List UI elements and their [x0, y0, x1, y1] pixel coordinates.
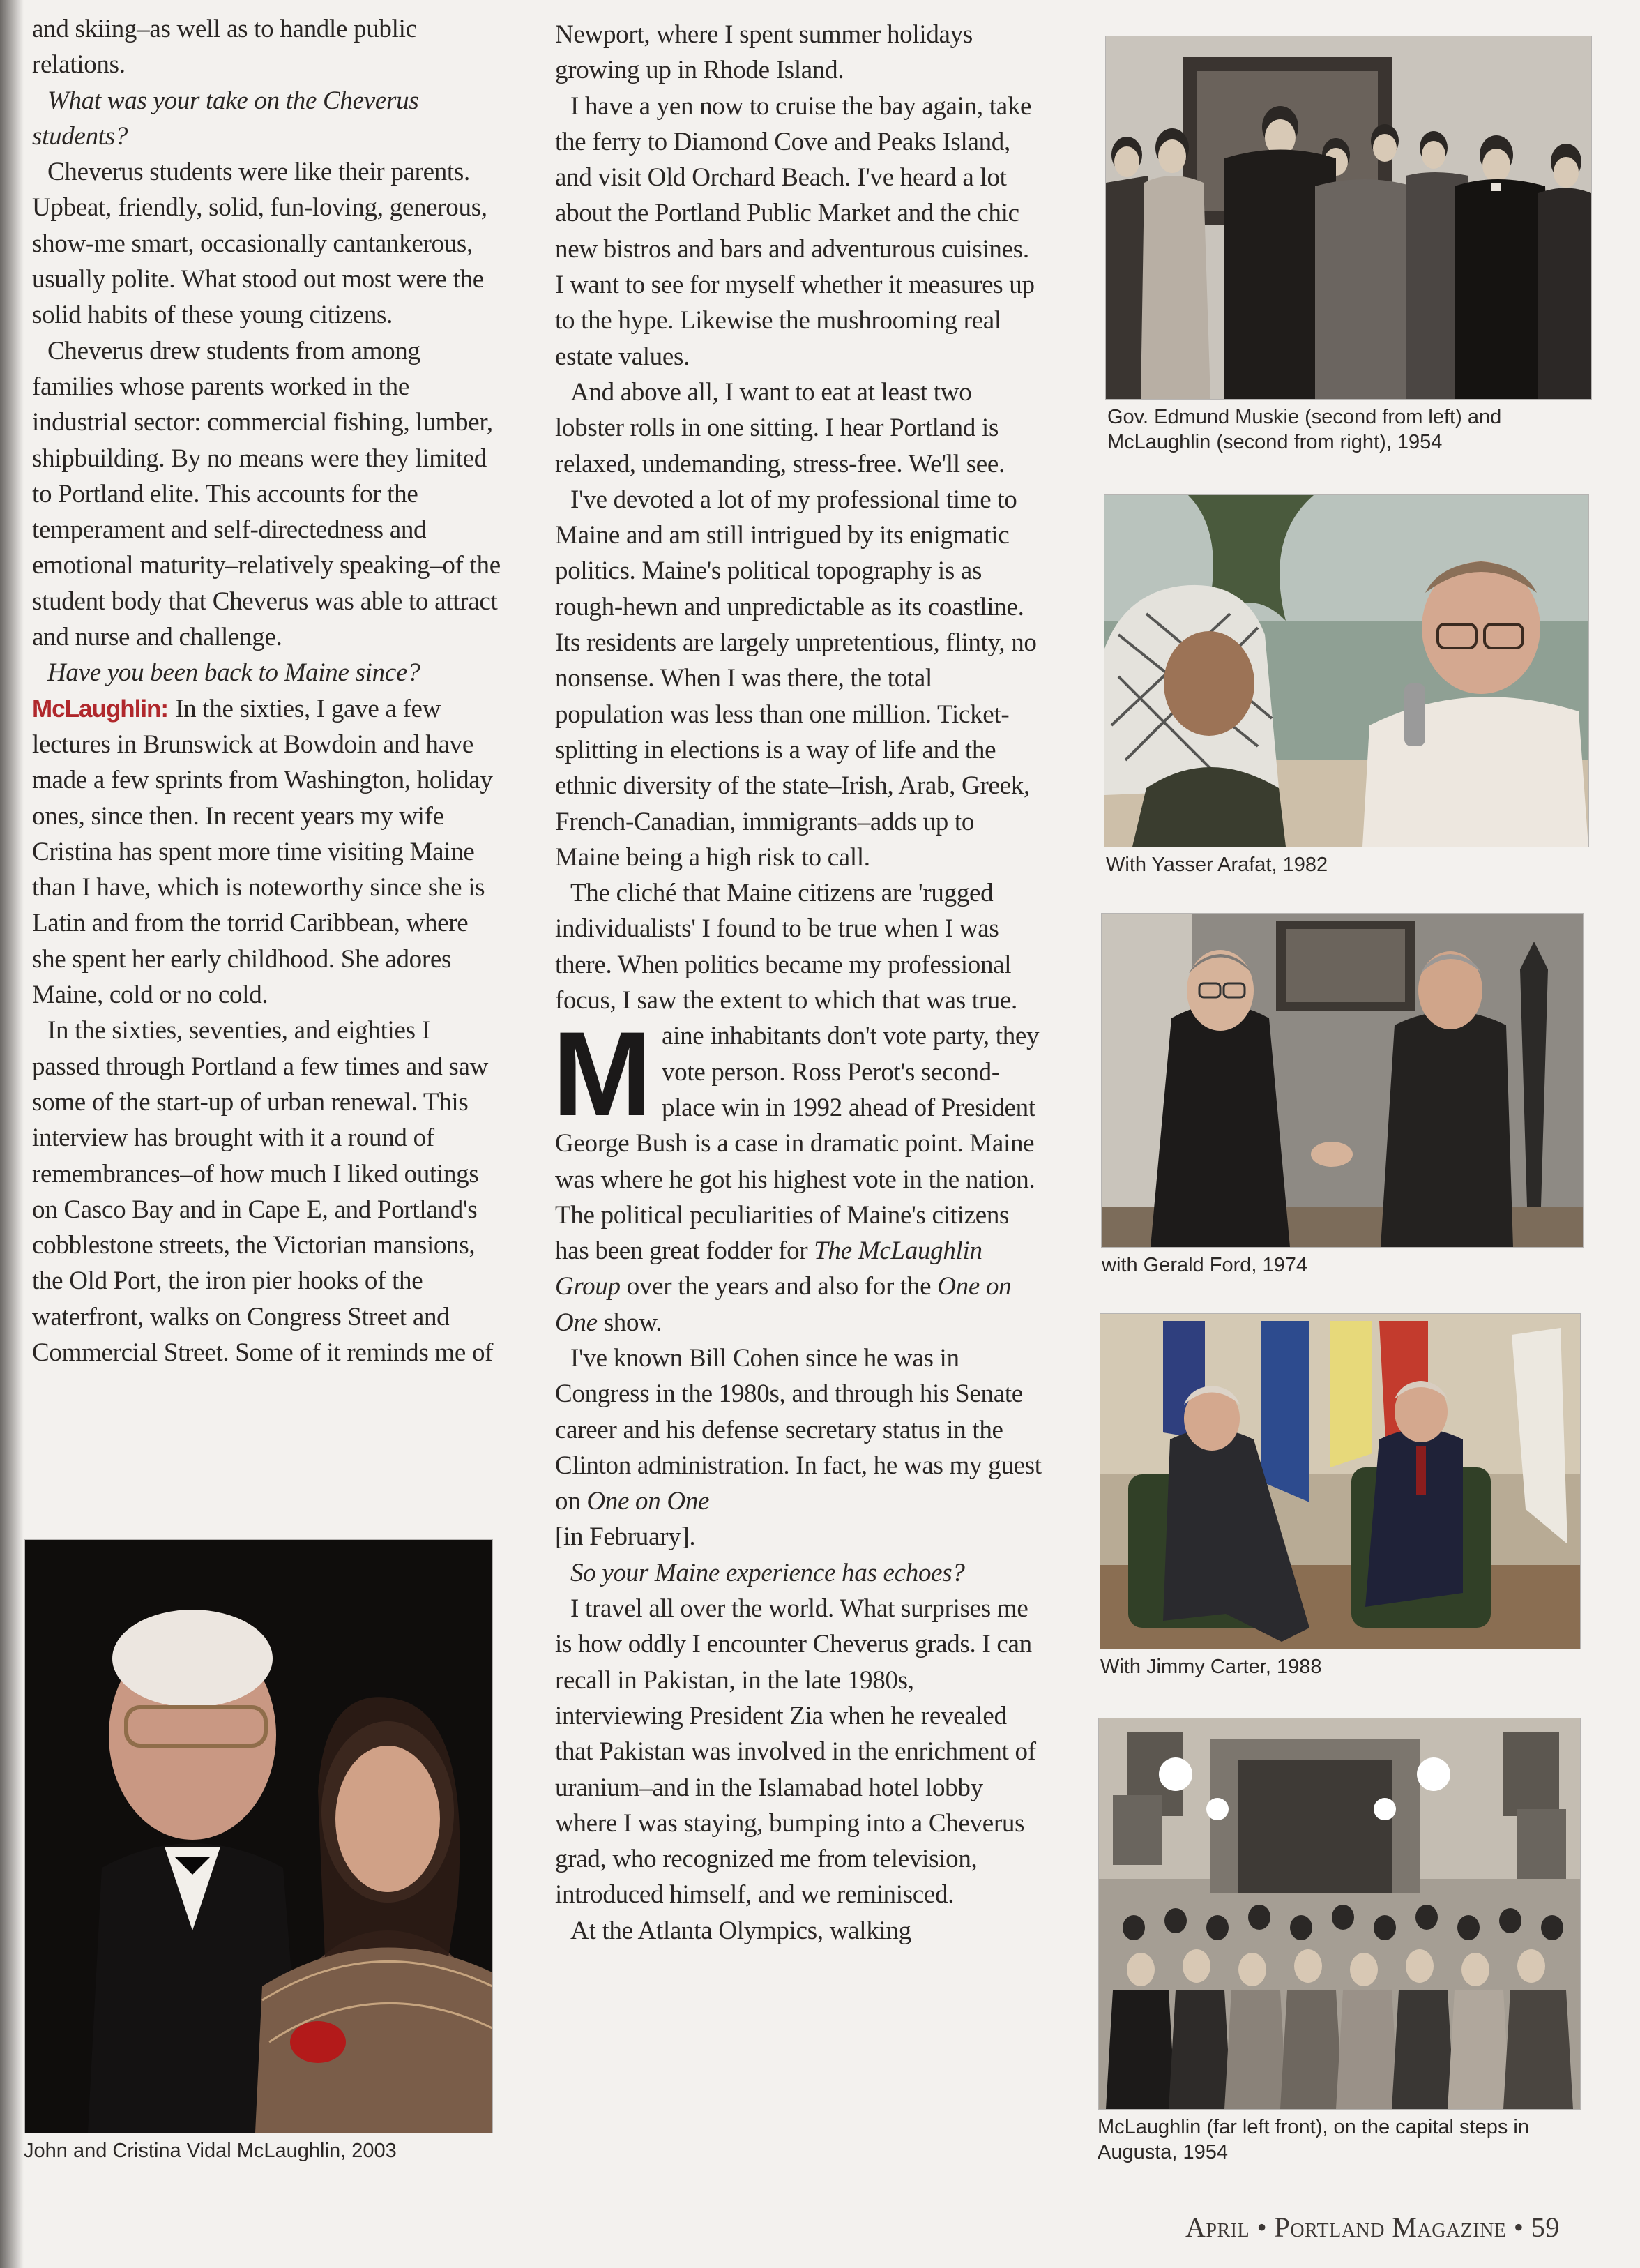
answer-text: In the sixties, I gave a few lectures in Brunswick at Bowdoin and have made a few sprints from Washington, holiday ones, since then. In recent years my wife Cristina has spent more time visiting Maine than I have, which is noteworthy since she is Latin and from the torrid Caribbean, where she spent her early childhood. She adores Maine, cold or no cold. [32, 694, 493, 1010]
photo-arafat-1982 [1104, 495, 1588, 847]
article-column-1 [32, 11, 502, 1370]
paragraph: I travel all over the world. What surprises me is how oddly I encounter Cheverus grads. I can recall in Pakistan, in the late 1980s, interviewing President Zia when he revealed that Pakistan was involved in the enrichment of uranium–and in the Islamabad hotel lobby where I was staying, bumping into a Cheverus grad, who recognized me from television, introduced himself, and we reminisced. [555, 1594, 1036, 1910]
paragraph: In the sixties, seventies, and eighties I passed through Portland a few times and saw some of the start-up of urban renewal. This interview has brought with it a round of remembrances–of how much I liked outings on Casco Bay and in Cape E, and Portland's cobblestone streets, the Victorian mansions, the Old Port, the iron pier hooks of the waterfront, walks on Congress Street and Commercial Street. Some of it reminds me of [32, 1016, 494, 1367]
paragraph: and skiing–as well as to handle public relations. [32, 15, 417, 80]
paragraph: I've known Bill Cohen since he was in Congress in the 1980s, and through his Senate career and his defense secretary status in the Clinton administration. In fact, he was my guest on One on One [in February]. [555, 1343, 1042, 1552]
photo-ford-1974 [1102, 914, 1583, 1247]
paragraph: Cheverus drew students from among families whose parents worked in the industrial sector: commercial fishing, lumber, shipbuilding. By no means were they limited to Portland elite. This accounts for the temperament and self-directedness and emotional maturity–relatively speaking–of the student body that Cheverus was able to attract and nurse and challenge. [32, 336, 501, 652]
drop-cap: M [552, 1007, 652, 1142]
photo-muskie-1954 [1106, 36, 1591, 399]
page-folio: April • Portland Magazine • 59 [1185, 2212, 1560, 2243]
show-title: One on One [555, 1272, 1012, 1337]
show-title: The McLaughlin Group [555, 1237, 982, 1301]
caption-ford: with Gerald Ford, 1974 [1102, 1254, 1307, 1276]
paragraph: And above all, I want to eat at least two lobster rolls in one sitting. I hear Portland is relaxed, undemanding, stress-free. We'll see. [555, 377, 1005, 478]
paragraph: I've devoted a lot of my professional time to Maine and am still intrigued by its enigmatic politics. Maine's political topography is as rough-hewn and unpredictable as its coastline. Its residents are largely unpretentious, flinty, no nonsense. When I was there, the total population was less than one million. Ticket-splitting in elections is a way of life and the ethnic diversity of the state–Irish, Arab, Greek, French-Canadian, immigrants–adds up to Maine being a high risk to call. [555, 485, 1037, 872]
photo-capitol-steps-1954 [1099, 1718, 1580, 2109]
interview-question: Have you been back to Maine since? [47, 658, 420, 688]
answer-paragraph [32, 691, 502, 1013]
dropcap-paragraph: Maine inhabitants don't vote party, they vote person. Ross Perot's second-place win in 1992 ahead of President George Bush is a case in dramatic point. Maine was where he got his highest vote in the nation. The political peculiarities of Maine's citizens has been great fodder for The McLaughlin Group over the years and also for the One on One show. [552, 1007, 1040, 1337]
caption-arafat: With Yasser Arafat, 1982 [1106, 854, 1328, 876]
article-column-2 [552, 17, 1043, 1949]
caption-carter: With Jimmy Carter, 1988 [1100, 1656, 1322, 1678]
folio-month: April [1185, 2212, 1250, 2243]
speaker-label: McLaughlin: [32, 695, 169, 723]
paragraph: I have a yen now to cruise the bay again, take the ferry to Diamond Cove and Peaks Island, and visit Old Orchard Beach. I've heard a lot about the Portland Public Market and the chic new bistros and bars and adventurous cuisines. I want to see for myself whether it measures up to the hype. Likewise the mushrooming real estate values. [555, 91, 1035, 371]
paragraph: Newport, where I spent summer holidays growing up in Rhode Island. [555, 20, 973, 85]
caption-couple: John and Cristina Vidal McLaughlin, 2003 [24, 2140, 397, 2162]
photo-mclaughlin-couple [25, 1540, 492, 2133]
photo-carter-1988 [1100, 1314, 1580, 1649]
paragraph: Cheverus students were like their parents. Upbeat, friendly, solid, fun-loving, generous, show-me smart, occasionally cantankerous, usually polite. What stood out most were the solid habits of these young citizens. [32, 158, 487, 330]
interview-question: What was your take on the Cheverus students? [32, 86, 419, 151]
page-number: 59 [1531, 2212, 1560, 2243]
caption-capitol: McLaughlin (far left front), on the capital steps in Augusta, 1954 [1098, 2116, 1529, 2163]
interview-question: So your Maine experience has echoes? [570, 1558, 965, 1587]
caption-muskie: Gov. Edmund Muskie (second from left) and McLaughlin (second from right), 1954 [1107, 406, 1502, 453]
show-title: One on One [586, 1487, 710, 1516]
paragraph: At the Atlanta Olympics, walking [570, 1916, 911, 1945]
folio-magazine: Portland Magazine [1274, 2212, 1507, 2243]
paragraph: The cliché that Maine citizens are 'rugged individualists' I found to be true when I was there. When politics became my professional focus, I saw the extent to which that was true. [555, 879, 1018, 1015]
page-binding-shadow [0, 0, 24, 2268]
